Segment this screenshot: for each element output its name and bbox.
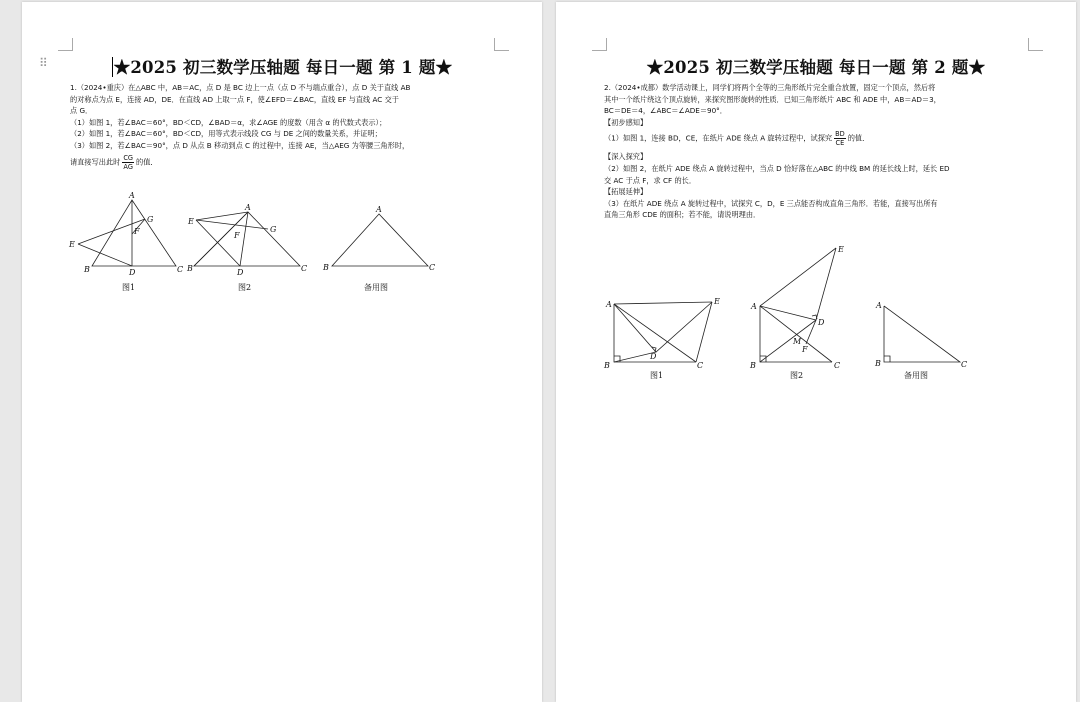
margin-corner-top-left [592,38,607,51]
triangle-abc [884,306,960,362]
caption-figure-2: 图2 [790,371,804,380]
label-g: G [270,225,277,234]
fraction-cg-ag: $\frac{CG}{AG}$ [123,153,134,171]
section-heading: 【拓展延伸】 [604,187,648,197]
label-e: E [69,240,75,249]
label-d: D [237,268,244,277]
drag-handle-icon[interactable]: ⠿ [39,56,49,70]
caption-spare-figure: 备用图 [364,283,388,292]
figure-2-triangle [180,198,310,298]
text-line: （2）如图 1，若∠BAC＝60°，BD＜CD，用等式表示线段 CG 与 DE 之间的数量关系，并证明； [70,129,382,139]
text-line: 交 AC 于点 F，求 CF 的长． [604,175,697,185]
label-d: D [650,352,657,361]
text-line: 点 G． [70,106,93,116]
text-line: （1）如图 1，若∠BAC＝60°，BD＜CD，∠BAD＝α，求∠AGE 的度数（用含 α 的代数式表示）； [70,117,387,127]
label-b: B [323,263,329,272]
text-cursor [112,57,113,77]
label-a: A [129,191,135,200]
label-d: D [129,268,136,277]
triangle-ade [760,248,836,320]
segment-ce [696,302,712,362]
figure-1-rotation [598,292,728,384]
fraction-bd-ce: $\frac{BD}{CE}$ [835,130,845,148]
page-2-title[interactable]: ★2025 初三数学压轴题 每日一题 第 2 题★ [646,58,986,77]
margin-corner-top-right [1028,38,1043,51]
label-b: B [187,264,193,273]
label-c: C [697,361,704,370]
segment-ed [78,244,132,266]
label-g: G [147,215,154,224]
margin-corner-top-right [494,38,509,51]
label-a: A [376,205,382,214]
label-f: F [802,345,808,354]
label-a: A [606,300,612,309]
page-1-title[interactable]: ★2025 初三数学压轴题 每日一题 第 1 题★ [113,58,453,77]
text-line: 其中一个纸片绕这个顶点旋转，来探究图形旋转的性质．已知三角形纸片 ABC 和 ADE 中，AB＝AD＝3， [604,94,941,104]
segment-ad [240,212,248,266]
text-line: （1）如图 1，连接 BD，CE，在纸片 ADE 绕点 A 旋转过程中，试探究 $\frac{BD}{CE}$ 的值． [604,130,870,148]
right-angle-mark-b [884,356,890,362]
label-c: C [177,265,184,274]
label-b: B [875,359,881,368]
figure-2-rotation [742,240,872,384]
problem-2-text [604,82,1032,221]
label-e: E [714,297,720,306]
figure-spare-triangle [314,202,444,298]
text-line: BC＝DE＝4，∠ABC＝∠ADE＝90°． [604,106,727,116]
label-c: C [834,361,841,370]
margin-corner-top-left [58,38,73,51]
caption-spare-figure: 备用图 [904,371,928,380]
label-a: A [245,203,251,212]
document-page-2 [556,2,1076,702]
triangle-abc [332,214,428,266]
label-d: D [818,318,825,327]
label-b: B [604,361,610,370]
document-page-1 [22,2,542,702]
text-line: （2）如图 2，在纸片 ADE 绕点 A 旋转过程中，当点 D 恰好落在△ABC 的中线 BM 的延长线上时，延长 ED [604,163,950,173]
text-line: 直角三角形 CDE 的面积；若不能，请说明理由． [604,210,761,220]
problem-1-text [70,82,498,171]
text-line: 请直接写出此时 $\frac{CG}{AG}$ 的值． [70,153,158,171]
caption-figure-2: 图2 [238,283,252,292]
figure-spare-rotation [868,292,978,384]
segment-ba [194,212,248,266]
label-a: A [876,301,882,310]
caption-figure-1: 图1 [650,371,664,380]
label-f: F [134,227,140,236]
label-b: B [84,265,90,274]
label-e: E [188,217,194,226]
label-a: A [751,302,757,311]
segment-ea [196,212,248,220]
section-heading: 【初步感知】 [604,117,648,127]
label-m: M [793,337,802,346]
label-e: E [838,245,844,254]
segment-ae [760,248,836,306]
text-line: （3）如图 2，若∠BAC＝90°，点 D 从点 B 移动到点 C 的过程中，连接 AE，当△AEG 为等腰三角形时， [70,140,410,150]
label-b: B [750,361,756,370]
section-heading: 【深入探究】 [604,152,648,162]
label-c: C [301,264,308,273]
text-line: 的对称点为点 E，连接 AD，DE．在直线 AD 上取一点 F，使∠EFD＝∠BAC，直线 EF 与直线 AC 交于 [70,94,399,104]
figure-1-triangle [64,190,194,300]
text-line: 1.（2024•重庆）在△ABC 中，AB＝AC，点 D 是 BC 边上一点（点 D 不与端点重合），点 D 关于直线 AB [70,83,411,92]
label-c: C [961,360,968,369]
label-f: F [234,231,240,240]
label-c: C [429,263,436,272]
triangle-ade [614,302,712,352]
caption-figure-1: 图1 [122,283,136,292]
text-line: 2.（2024•成都）数学活动课上，同学们将两个全等的三角形纸片完全重合放置，固定一个顶点，然后将 [604,83,936,92]
segment-ae [614,302,712,304]
text-line: （3）在纸片 ADE 绕点 A 旋转过程中，试探究 C，D，E 三点能否构成直角三角形．若能，直接写出所有 [604,198,938,208]
